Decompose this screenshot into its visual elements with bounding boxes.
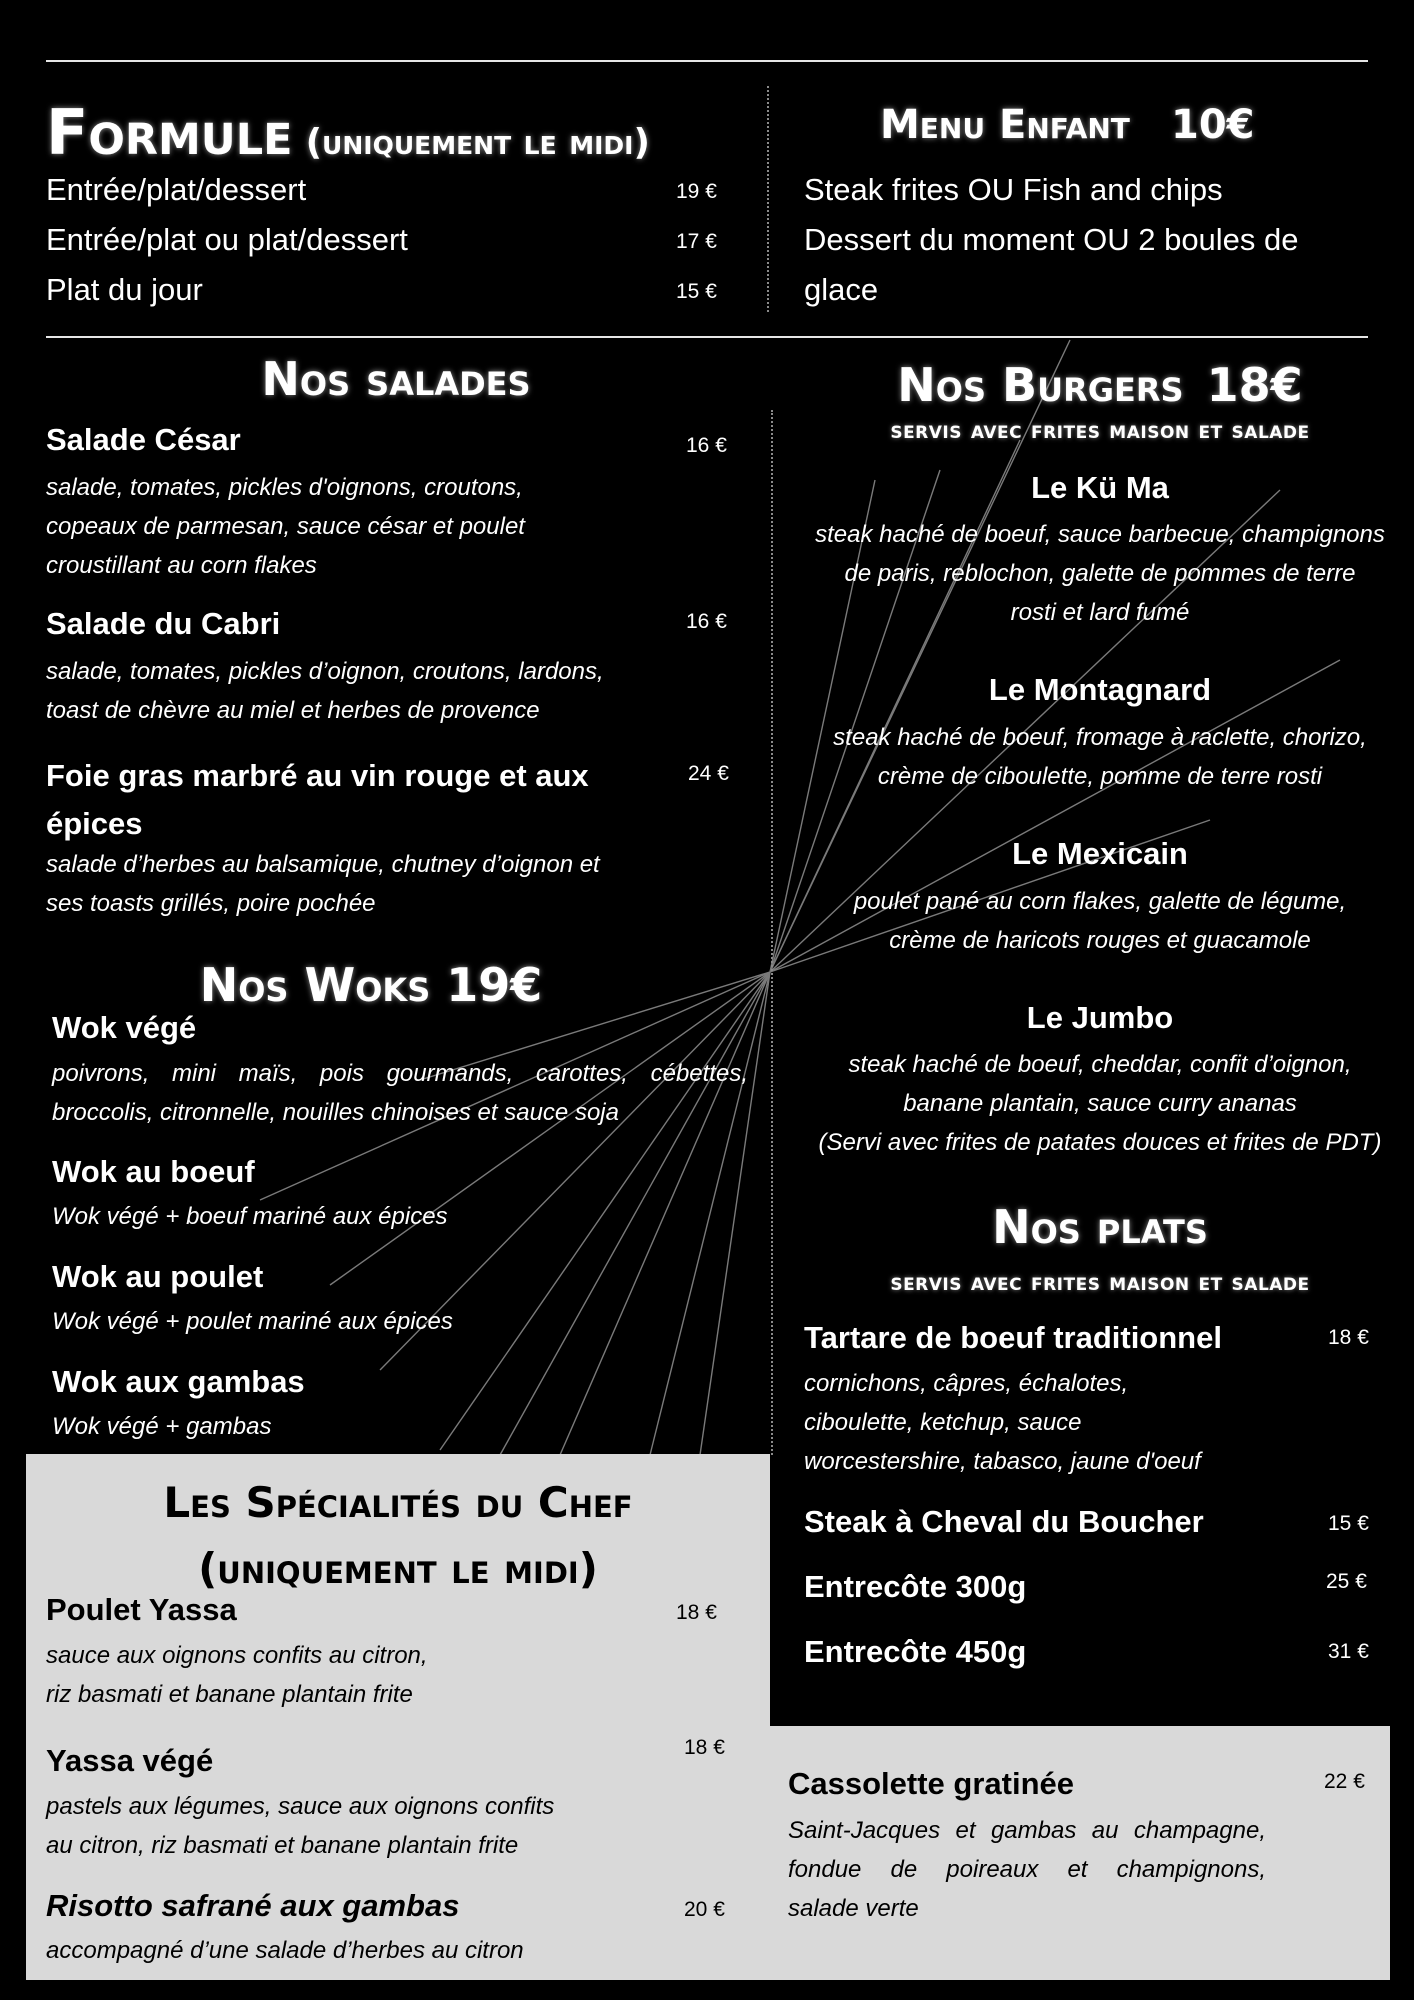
header-rule <box>46 336 1368 338</box>
salade-cesar-name: Salade César <box>46 422 241 457</box>
burger-mexicain-name: Le Mexicain <box>1012 836 1188 871</box>
burger-kuma-desc: steak haché de boeuf, sauce barbecue, champignons de paris, reblochon, galette de pommes de terre rosti et lard fumé <box>815 521 1385 626</box>
top-rule <box>46 60 1368 62</box>
steak-cheval-price: 15 € <box>1328 1512 1369 1535</box>
cassolette-name: Cassolette gratinée <box>788 1766 1074 1801</box>
entrecote-300-price: 25 € <box>1326 1570 1367 1593</box>
burgers-subtitle: servis avec frites maison et salade <box>890 416 1310 444</box>
burger-montagnard-desc: steak haché de boeuf, fromage à raclette, chorizo, crème de ciboulette, pomme de terre rosti <box>833 724 1367 790</box>
entrecote-450-name: Entrecôte 450g <box>804 1634 1027 1669</box>
menu-enfant-title: Menu Enfant <box>880 102 1130 148</box>
menu-enfant-line-3: glace <box>804 272 879 307</box>
header-divider <box>767 86 769 312</box>
poulet-yassa-price: 18 € <box>676 1601 717 1624</box>
yassa-vege-price: 18 € <box>684 1736 725 1759</box>
burgers-price: 18€ <box>1206 358 1303 412</box>
foie-gras-name: Foie gras marbré au vin rouge et aux épices <box>46 758 589 841</box>
formule-price-1: 19 € <box>676 180 717 203</box>
wok-gambas-name: Wok aux gambas <box>52 1364 305 1399</box>
formule-heading <box>46 96 650 169</box>
salade-cabri-name: Salade du Cabri <box>46 606 281 641</box>
menu-enfant-price: 10€ <box>1171 102 1255 148</box>
plats-title: Nos plats <box>992 1200 1208 1254</box>
risotto-price: 20 € <box>684 1898 725 1921</box>
menu-enfant-heading <box>880 102 1255 148</box>
burger-montagnard-name: Le Montagnard <box>988 672 1212 707</box>
tartare-desc: cornichons, câpres, échalotes, ciboulette, ketchup, sauce worcestershire, tabasco, jaune d'oeuf <box>804 1370 1201 1475</box>
formule-item-2: Entrée/plat ou plat/dessert <box>46 222 408 257</box>
plats-subtitle: servis avec frites maison et salade <box>890 1268 1310 1296</box>
formule-price-2: 17 € <box>676 230 717 253</box>
wok-vege-name: Wok végé <box>52 1010 197 1045</box>
wok-gambas-desc: Wok végé + gambas <box>52 1413 272 1440</box>
formule-item-3: Plat du jour <box>46 272 203 307</box>
woks-title: Nos Woks 19€ <box>199 958 543 1012</box>
wok-vege-desc: poivrons, mini maïs, pois gourmands, carottes, cébettes, <box>52 1060 748 1087</box>
poulet-yassa-name: Poulet Yassa <box>46 1592 237 1627</box>
salade-cesar-price: 16 € <box>686 434 727 457</box>
burger-mexicain-desc: poulet pané au corn flakes, galette de légume, crème de haricots rouges et guacamole <box>853 888 1347 954</box>
entrecote-450-price: 31 € <box>1328 1640 1369 1663</box>
burger-jumbo-desc: steak haché de boeuf, cheddar, confit d’oignon, banane plantain, sauce curry ananas (Servi avec frites de patates douces et frites de PDT) <box>818 1051 1382 1156</box>
yassa-vege-desc: pastels aux légumes, sauce aux oignons confits au citron, riz basmati et banane plantain frite <box>46 1793 555 1859</box>
steak-cheval-name: Steak à Cheval du Boucher <box>804 1504 1204 1539</box>
menu-enfant-line-1: Steak frites OU Fish and chips <box>804 172 1223 207</box>
wok-poulet-name: Wok au poulet <box>52 1259 264 1294</box>
burger-jumbo-name: Le Jumbo <box>1026 1000 1174 1035</box>
cassolette-desc: Saint-Jacques et gambas au champagne, fondue de poireaux et champignons, <box>788 1817 1266 1883</box>
foie-gras-price: 24 € <box>688 762 729 785</box>
formule-title: Formule <box>46 96 293 169</box>
formule-item-1: Entrée/plat/dessert <box>46 172 307 207</box>
tartare-name: Tartare de boeuf traditionnel <box>804 1320 1222 1355</box>
specialites-heading: Les Spécialités du Chef (uniquement le midi) <box>163 1478 633 1593</box>
menu-enfant-line-2: Dessert du moment OU 2 boules de <box>804 222 1299 257</box>
burgers-heading <box>790 358 1410 412</box>
wok-boeuf-name: Wok au boeuf <box>52 1154 255 1189</box>
salade-cesar-desc: salade, tomates, pickles d'oignons, croutons, copeaux de parmesan, sauce césar et poulet croustillant au corn flakes <box>46 474 525 579</box>
wok-poulet-desc: Wok végé + poulet mariné aux épices <box>52 1308 453 1335</box>
risotto-desc: accompagné d’une salade d’herbes au citron <box>46 1937 524 1964</box>
risotto-name: Risotto safrané aux gambas <box>46 1888 460 1923</box>
foie-gras-desc: salade d’herbes au balsamique, chutney d’oignon et ses toasts grillés, poire pochée <box>46 851 600 917</box>
cassolette-desc-3: salade verte <box>788 1895 919 1922</box>
salade-cabri-desc: salade, tomates, pickles d’oignon, croutons, lardons, toast de chèvre au miel et herbes de provence <box>46 658 604 724</box>
column-divider <box>771 410 773 1455</box>
wok-vege-desc-2: broccolis, citronnelle, nouilles chinoises et sauce soja <box>52 1099 619 1126</box>
cassolette-price: 22 € <box>1324 1770 1365 1793</box>
burgers-title: Nos Burgers <box>897 358 1184 412</box>
burger-kuma-name: Le Kü Ma <box>1031 470 1169 505</box>
entrecote-300-name: Entrecôte 300g <box>804 1569 1027 1604</box>
poulet-yassa-desc: sauce aux oignons confits au citron, riz basmati et banane plantain frite <box>46 1642 428 1708</box>
salade-cabri-price: 16 € <box>686 610 727 633</box>
formule-price-3: 15 € <box>676 280 717 303</box>
wok-boeuf-desc: Wok végé + boeuf mariné aux épices <box>52 1203 448 1230</box>
tartare-price: 18 € <box>1328 1326 1369 1349</box>
yassa-vege-name: Yassa végé <box>46 1743 214 1778</box>
salades-title: Nos salades <box>261 352 531 406</box>
formule-subtitle: (uniquement le midi) <box>305 122 650 163</box>
